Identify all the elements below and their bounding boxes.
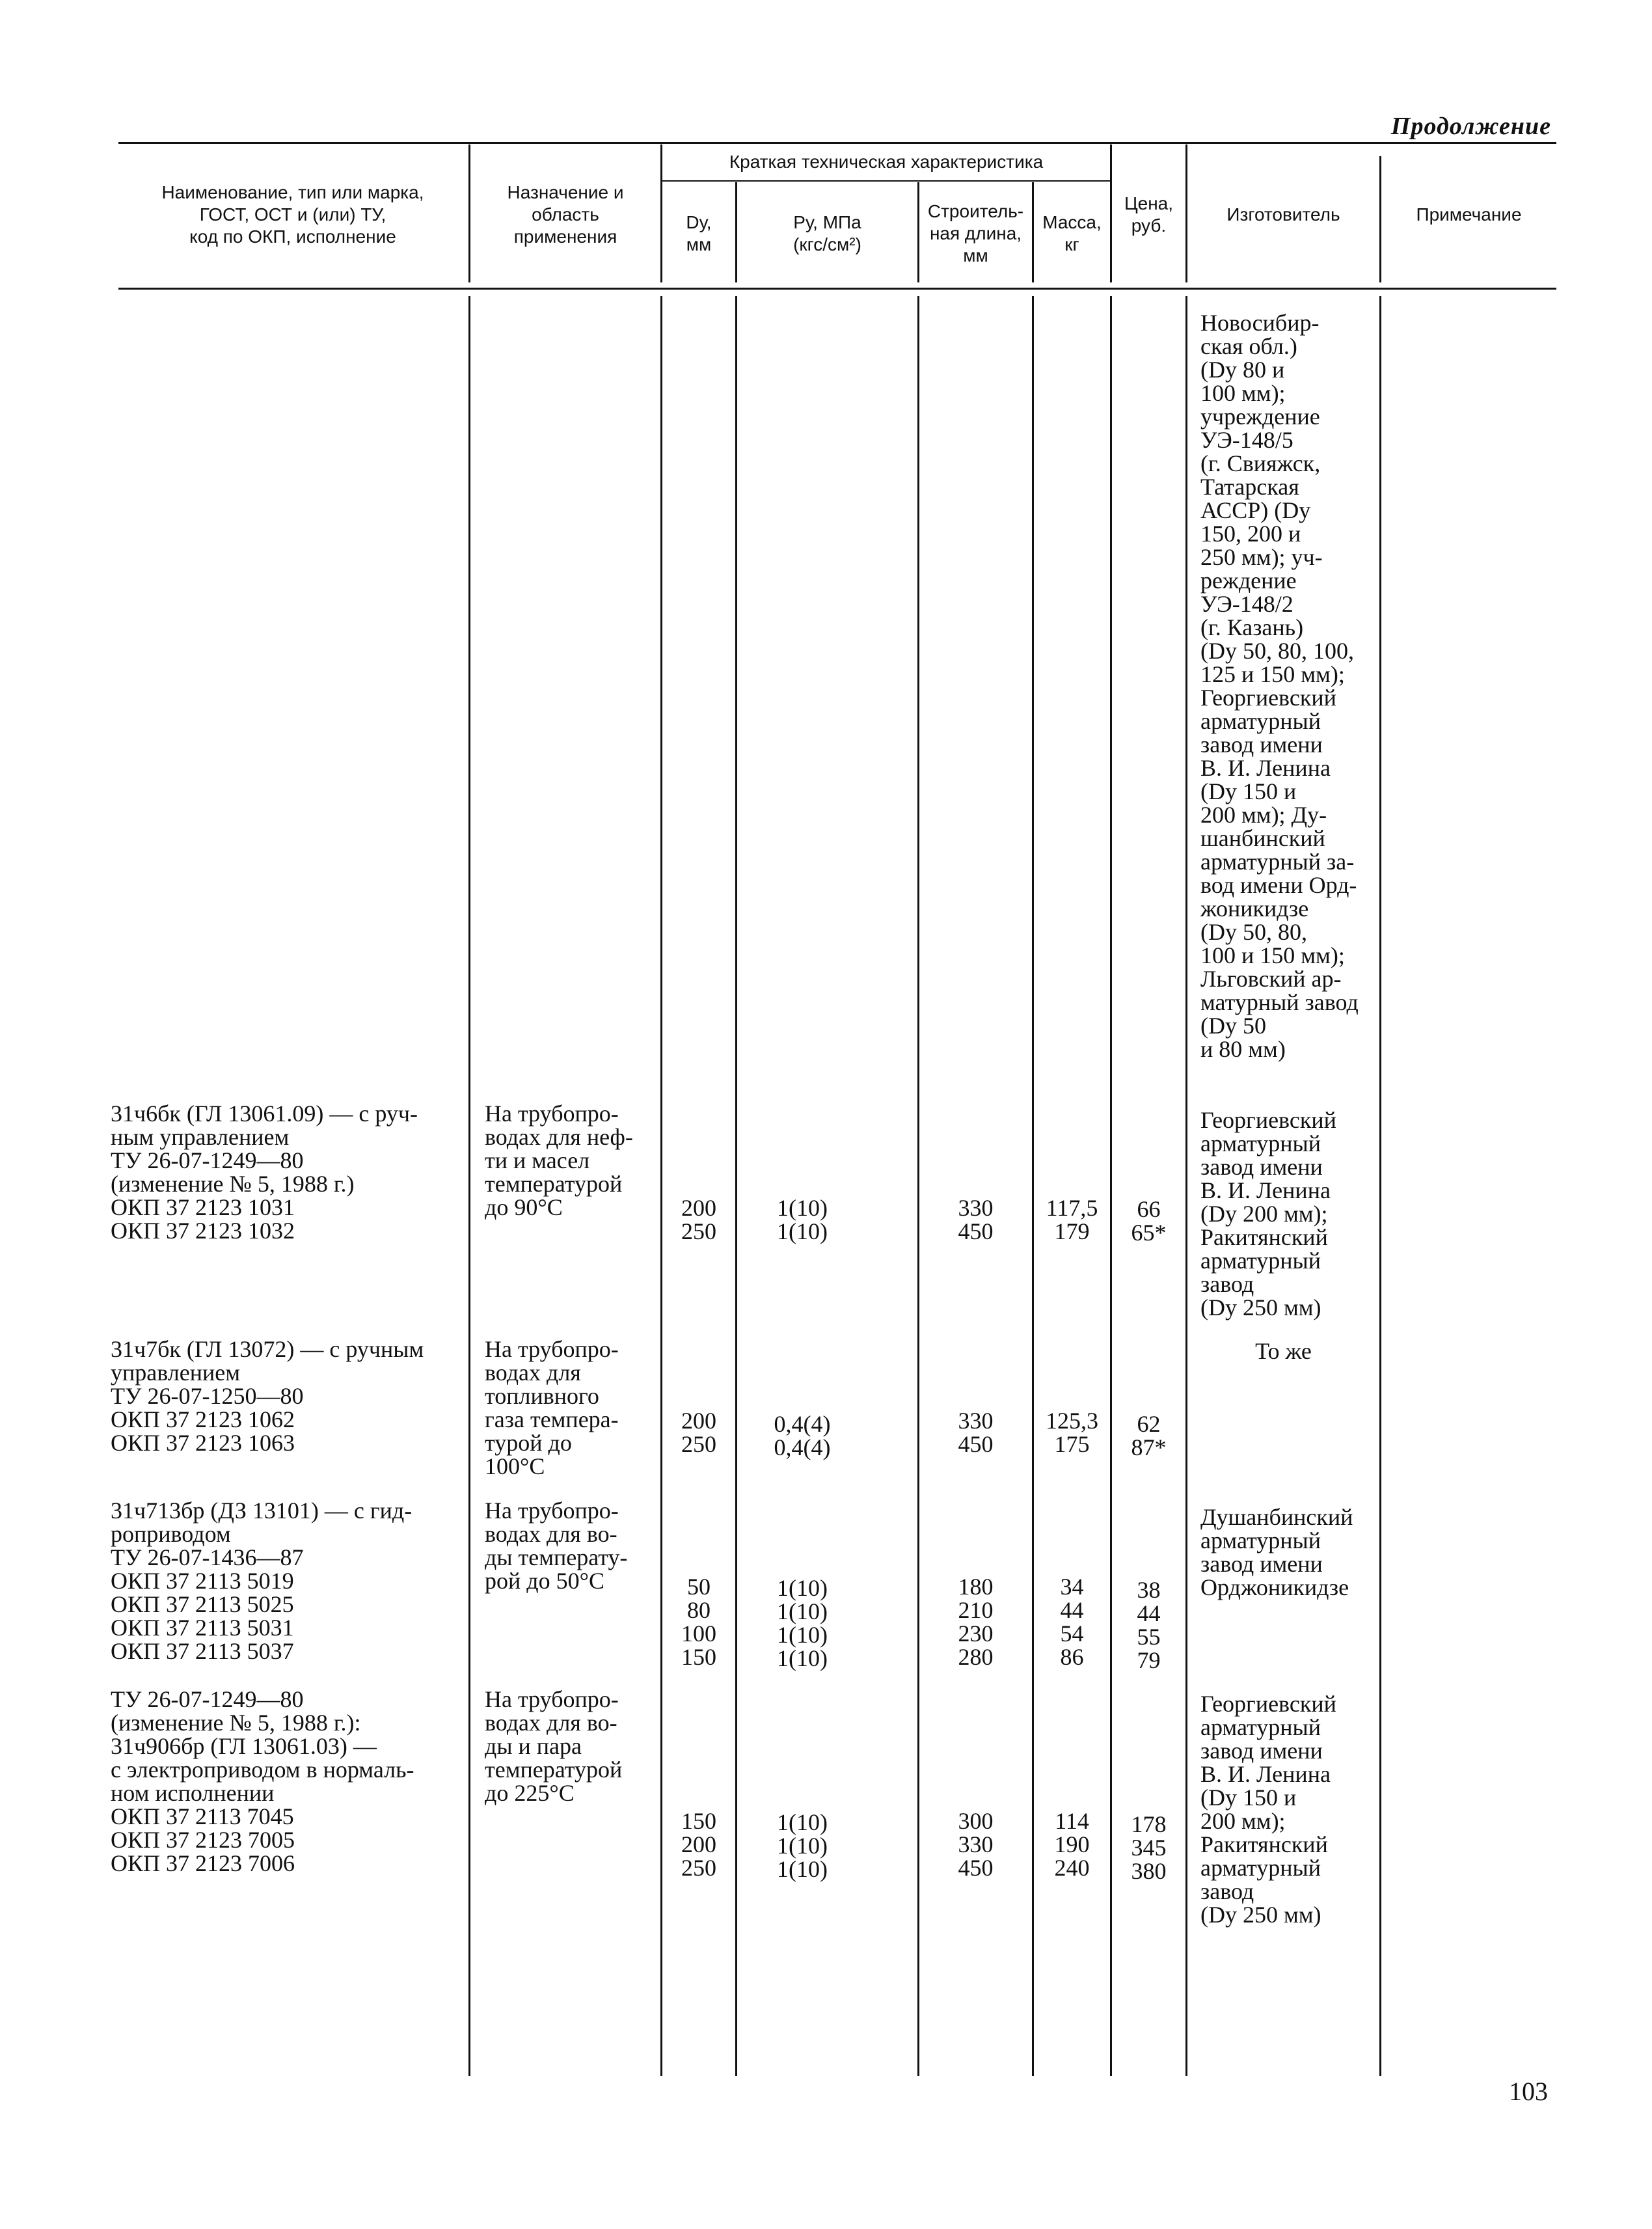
- row-2-py: 0,4(4) 0,4(4): [774, 1411, 831, 1460]
- continuation-label: Продолжение: [1390, 113, 1551, 140]
- row-4-price: 178 345 380: [1131, 1811, 1167, 1884]
- header-purpose: Назначение и область применения: [507, 182, 624, 247]
- row-3-dy: 50 80 100 150: [681, 1574, 716, 1670]
- body-sep-7: [1185, 296, 1187, 2076]
- row-3-price: 38 44 55 79: [1137, 1577, 1161, 1673]
- row-2-mass: 125,3 175: [1046, 1408, 1098, 1457]
- header-length: Строитель- ная длина, мм: [927, 201, 1024, 266]
- header-brief: Краткая техническая характеристика: [729, 152, 1044, 172]
- header-note: Примечание: [1416, 204, 1522, 225]
- row-2-maker: То же: [1255, 1338, 1312, 1364]
- carryover-maker: Новосибир- ская обл.) (Dу 80 и 100 мм); учреждение УЭ-148/5 (г. Свияжск, Татарская АССР) (Dу 150, 200 и 250 мм); уч- реждение УЭ-148/2 (г. Казань) (Dу 50, 80, 100, 125 и 150 мм); Георгиевский арматурный завод имени В. И. Ленина (Dу 150 и 200 мм); Ду- шанбинский арматурный за- вод имени Орд- жоникидзе (Dу 50, 80, 100 и 150 мм); Льговский ар- матурный завод (Dу 50 и 80 мм): [1200, 310, 1359, 1062]
- row-1-price: 66 65*: [1131, 1196, 1167, 1246]
- body-sep-1: [468, 296, 470, 2076]
- row-2-name: 31ч7бк (ГЛ 13072) — с ручным управлением ТУ 26-07-1250—80 ОКП 37 2123 1062 ОКП 37 2123 1063: [111, 1336, 424, 1456]
- row-4-name: ТУ 26-07-1249—80 (изменение № 5, 1988 г.): 31ч906бр (ГЛ 13061.03) — с электроприводом в нормаль- ном исполнении ОКП 37 2113 7045 ОКП 37 2123 7005 ОКП 37 2123 7006: [111, 1686, 414, 1876]
- row-1-length: 330 450: [958, 1195, 994, 1244]
- row-4-purpose: На трубопро- водах для во- ды и пара температурой до 225°С: [485, 1686, 623, 1806]
- body-sep-3: [735, 296, 737, 2076]
- header-dy: Dу, мм: [686, 212, 712, 254]
- row-1-name: 31ч6бк (ГЛ 13061.09) — с руч- ным управлением ТУ 26-07-1249—80 (изменение № 5, 1988 г.) ОКП 37 2123 1031 ОКП 37 2123 1032: [111, 1101, 418, 1244]
- header-maker: Изготовитель: [1226, 204, 1340, 225]
- header-mass: Масса, кг: [1042, 212, 1102, 254]
- row-1-maker: Георгиевский арматурный завод имени В. И. Ленина (Dу 200 мм); Ракитянский арматурный завод (Dу 250 мм): [1200, 1107, 1336, 1320]
- brief-underline: [662, 180, 1111, 182]
- row-3-length: 180 210 230 280: [958, 1574, 994, 1670]
- header-py: Pу, МПа (кгс/см²): [793, 212, 861, 254]
- row-2-length: 330 450: [958, 1408, 994, 1457]
- row-3-name: 31ч713бр (ДЗ 13101) — с гид- роприводом ТУ 26-07-1436—87 ОКП 37 2113 5019 ОКП 37 2113 5025 ОКП 37 2113 5031 ОКП 37 2113 5037: [111, 1497, 413, 1664]
- header-top-rule: [118, 142, 1556, 144]
- row-4-mass: 114 190 240: [1054, 1808, 1090, 1881]
- header-bottom-rule: [118, 288, 1556, 290]
- page-number: 103: [1509, 2077, 1548, 2106]
- body-sep-6: [1110, 296, 1112, 2076]
- row-3-mass: 34 44 54 86: [1060, 1574, 1084, 1670]
- row-1-py: 1(10) 1(10): [777, 1195, 828, 1244]
- row-4-dy: 150 200 250: [681, 1808, 716, 1881]
- row-3-purpose: На трубопро- водах для во- ды температу- рой до 50°С: [485, 1497, 628, 1594]
- row-4-py: 1(10) 1(10) 1(10): [777, 1809, 828, 1882]
- row-2-price: 62 87*: [1131, 1411, 1167, 1460]
- row-1-dy: 200 250: [681, 1195, 716, 1244]
- row-1-mass: 117,5 179: [1046, 1195, 1098, 1244]
- row-2-purpose: На трубопро- водах для топливного газа темпера- турой до 100°С: [485, 1336, 619, 1479]
- row-3-py: 1(10) 1(10) 1(10) 1(10): [777, 1575, 828, 1671]
- row-4-length: 300 330 450: [958, 1808, 994, 1881]
- header-price: Цена, руб.: [1124, 193, 1174, 236]
- header-name: Наименование, тип или марка, ГОСТ, ОСТ и (или) ТУ, код по ОКП, исполнение: [161, 182, 424, 247]
- row-1-purpose: На трубопро- водах для неф- ти и масел температурой до 90°С: [485, 1101, 633, 1220]
- row-4-maker: Георгиевский арматурный завод имени В. И. Ленина (Dу 150 и 200 мм); Ракитянский арматурный завод (Dу 250 мм): [1200, 1691, 1336, 1928]
- row-3-maker: Душанбинский арматурный завод имени Орджоникидзе: [1200, 1504, 1353, 1600]
- row-2-dy: 200 250: [681, 1408, 716, 1457]
